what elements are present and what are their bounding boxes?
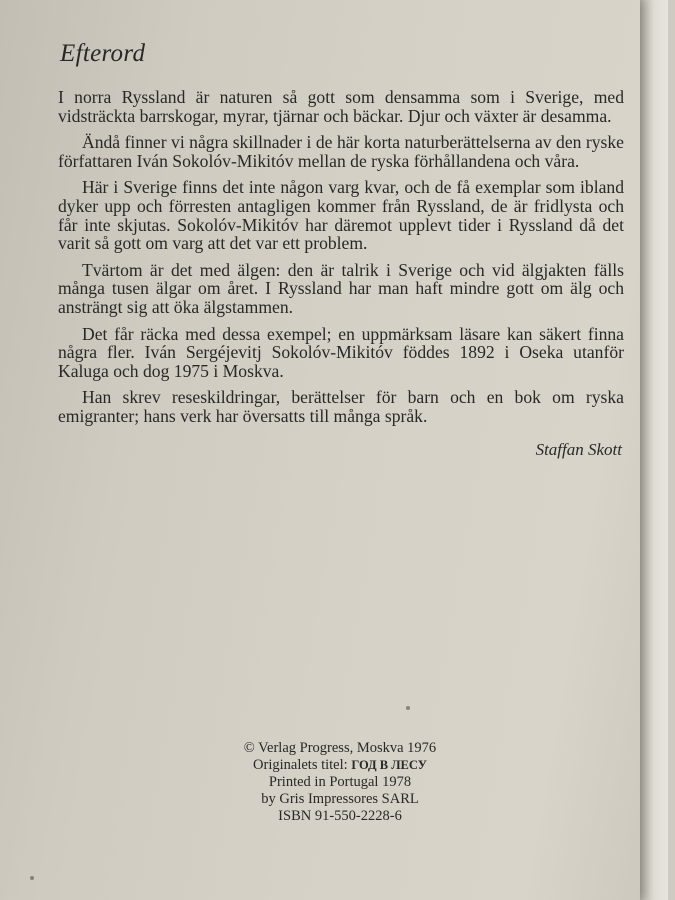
paragraph-6: Han skrev reseskildringar, berättelser för barn och en bok om ryska emigranter; hans verk har översatts till många språk. xyxy=(58,387,624,426)
isbn-line: ISBN 91-550-2228-6 xyxy=(278,808,402,824)
author-signature: Staffan Skott xyxy=(535,439,622,459)
page-edge-outer xyxy=(668,0,675,900)
paper-speck xyxy=(406,706,410,710)
paragraph-5: Det får räcka med dessa exempel; en uppmärksam läsare kan säkert finna några fler. Iván Sergéjevitj Sokolóv-Mikitóv föddes 1892 i Oseka utanför Kaluga och dog 1975 i Moskva. xyxy=(58,323,624,381)
printed-line: Printed in Portugal 1978 xyxy=(268,774,412,790)
original-title-label: Originalets titel: xyxy=(253,757,352,773)
afterword-text xyxy=(58,40,624,460)
paper-speck xyxy=(30,876,34,880)
paragraph-4: Tvärtom är det med älgen: den är talrik i Sverige och vid älgjakten fälls många tusen älgar om året. I Ryssland har man haft mindre gott om älg och ansträngt sig att öka älgstammen. xyxy=(58,259,624,317)
original-title-line xyxy=(180,757,500,774)
copyright-line: © Verlag Progress, Moskva 1976 xyxy=(243,740,437,756)
page-title: Efterord xyxy=(60,40,146,67)
paragraph-3: Här i Sverige finns det inte någon varg kvar, och de få exemplar som ibland dyker upp och förresten antagligen kommer från Ryssland, de är fridlysta och får inte skjutas. Sokolóv-Mikitóv har däremot upplevt tider i Ryssland då det varit så gott om varg att det var ett problem. xyxy=(58,177,624,254)
paragraph-2: Ändå finner vi några skillnader i de här korta naturberättelserna av den ryske författaren Iván Sokolóv-Mikitóv mellan de ryska förhållandena och våra. xyxy=(58,132,624,171)
paragraph-1: I norra Ryssland är naturen så gott som densamma som i Sverige, med vidsträckta barrskogar, myrar, tjärnar och bäckar. Djur och växter är desamma. xyxy=(58,87,624,126)
printer-line: by Gris Impressores SARL xyxy=(261,791,419,807)
original-title-value: ГОД В ЛЕСУ xyxy=(351,758,427,772)
publication-imprint xyxy=(180,740,500,825)
